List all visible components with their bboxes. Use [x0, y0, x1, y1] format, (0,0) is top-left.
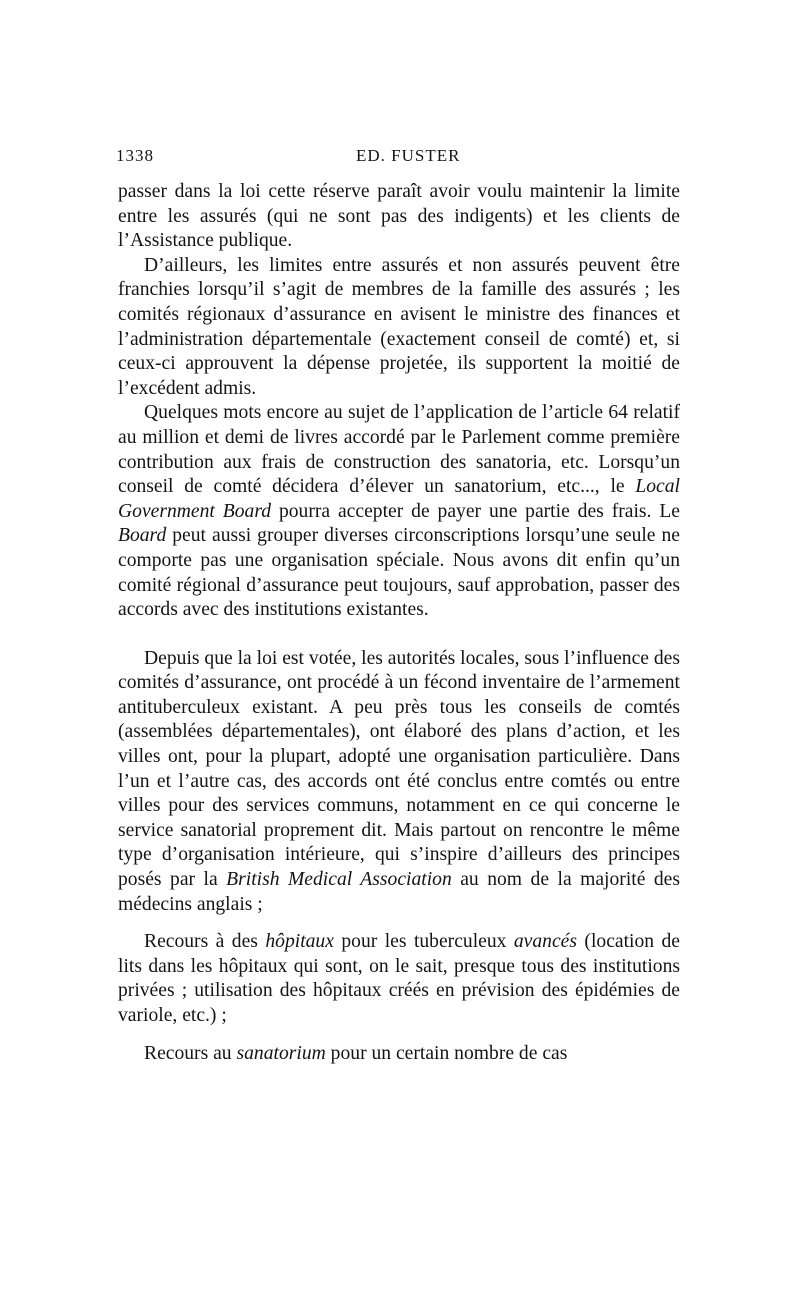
- italic-term-hopitaux: hôpitaux: [265, 931, 334, 953]
- running-head: ED. FUSTER: [356, 146, 461, 165]
- italic-term-avances: avancés: [513, 931, 577, 953]
- text-segment: passer dans la loi cette réserve paraît avoir voulu maintenir la limite entre les assurés (qui ne sont pas des indigents) et les clients de l’Assistance publique.: [118, 181, 680, 252]
- page-number: 1338: [116, 146, 154, 165]
- text-segment: Recours au: [144, 1042, 237, 1064]
- text-segment: Recours à des: [144, 931, 266, 953]
- text-segment: au nom de la majorité des médecins anglais ;: [118, 869, 681, 915]
- body-text: [118, 180, 680, 1066]
- text-segment: pourra accepter de payer une partie des frais. Le: [271, 500, 680, 522]
- text-segment: Depuis que la loi est votée, les autorités locales, sous l’influence des comités d’assurance, ont procédé à un fécond inventaire de l’armement antituberculeux existant. A peu près tous les conseils de comtés (assemblées départementales), ont élaboré des plans d’action, et les villes ont, pour la plupart, adopté une organisation particulière. Dans l’un et l’autre cas, des accords ont été conclus entre comtés ou entre villes pour des services communs, notamment en ce qui concerne le service sanatorial proprement dit. Mais partout on rencontre le même type d’organisation intérieure, qui s’inspire d’ailleurs des principes posés par la: [118, 647, 680, 891]
- italic-term-local-government-board: Local Government Board: [118, 476, 680, 522]
- text-segment: D’ailleurs, les limites entre assurés et non assurés peuvent être franchies lorsqu’il s’agit de membres de la famille des assurés ; les comités régionaux d’assurance en avisent le ministre des finances et l’administration départementale (exactement conseil de comté) et, si ceux-ci approuvent la dépense projetée, ils supportent la moitié de l’excédent admis.: [118, 254, 680, 399]
- text-segment: pour les tuberculeux: [333, 931, 514, 953]
- text-segment: Quelques mots encore au sujet de l’application de l’article 64 relatif au million et demi de livres accordé par le Parlement comme première contribution aux frais de construction des sanatoria, etc. Lorsqu’un conseil de comté décidera d’élever un sanatorium, etc..., le: [118, 402, 680, 498]
- text-segment: pour un certain nombre de cas: [325, 1042, 568, 1064]
- paragraph-3: [118, 401, 680, 622]
- paragraph-1: [118, 180, 680, 254]
- paragraph-4: [118, 647, 680, 918]
- italic-term-sanatorium: sanatorium: [236, 1042, 326, 1064]
- italic-term-british-medical-association: British Medical Association: [226, 869, 452, 891]
- italic-term-board: Board: [118, 525, 167, 547]
- paragraph-5: [118, 930, 680, 1028]
- page-header: [116, 146, 714, 170]
- paragraph-6: [118, 1042, 680, 1067]
- text-segment: (location de lits dans les hôpitaux qui sont, on le sait, presque tous des institutions privées ; utilisation des hôpitaux créés en prévision des épidémies de variole, etc.) ;: [118, 931, 681, 1026]
- paragraph-2: [118, 254, 680, 402]
- text-segment: peut aussi grouper diverses circonscriptions lorsqu’une seule ne comporte pas une organisation spéciale. Nous avons dit enfin qu’un comité régional d’assurance peut toujours, sauf approbation, passer des accords avec des institutions existantes.: [118, 525, 680, 621]
